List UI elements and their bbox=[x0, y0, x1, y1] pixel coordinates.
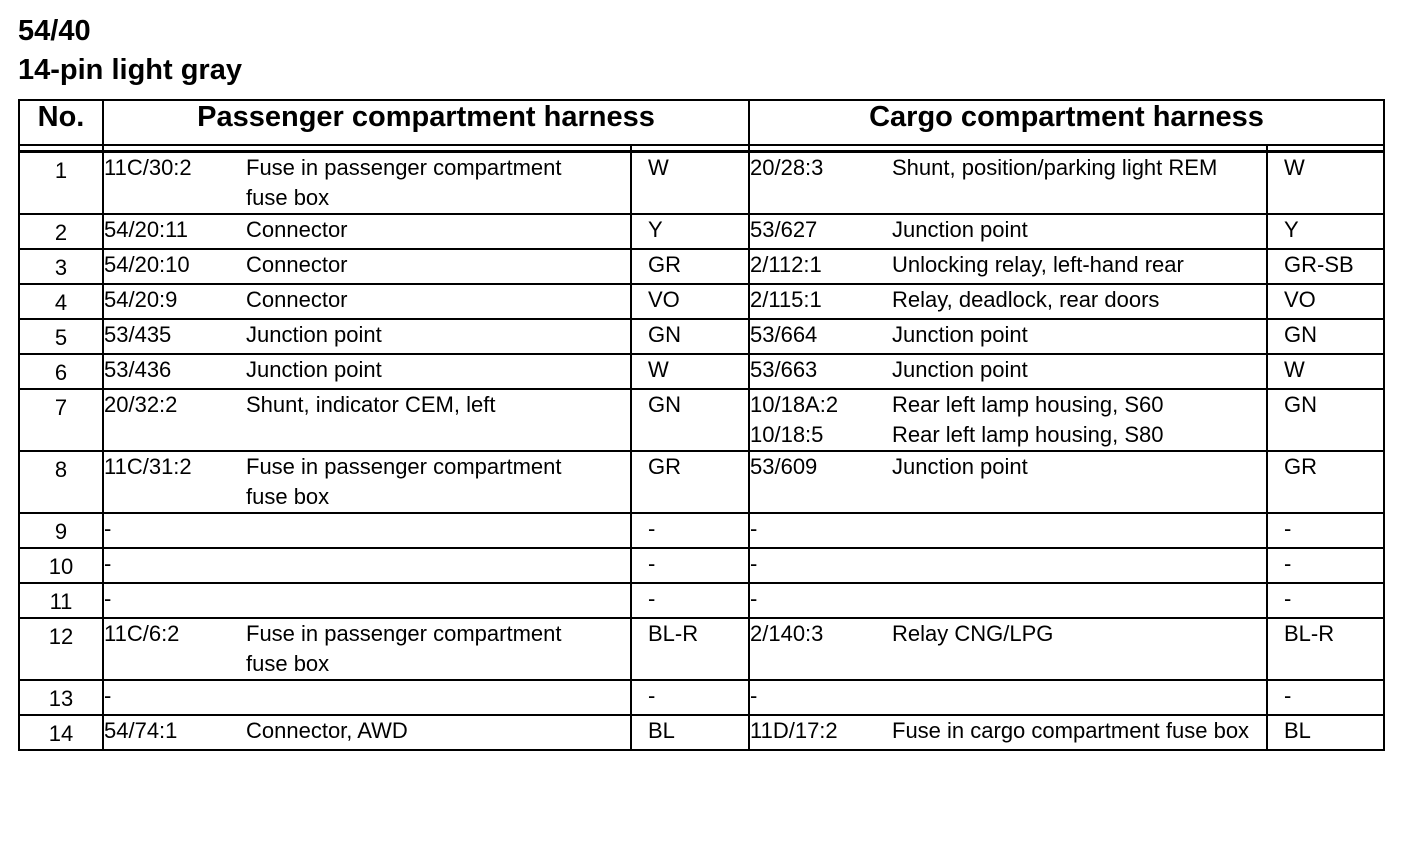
table-header-row bbox=[19, 100, 1384, 145]
pin-number: 1 bbox=[19, 152, 103, 215]
connector-description: 14-pin light gray bbox=[18, 54, 242, 86]
cargo-entry bbox=[750, 320, 1266, 350]
cargo-wire-color: W bbox=[1267, 152, 1384, 215]
pin-number: 6 bbox=[19, 354, 103, 389]
cargo-entry bbox=[750, 355, 1266, 385]
cargo-wire-color: GR-SB bbox=[1267, 249, 1384, 284]
cargo-wire-color: GN bbox=[1267, 319, 1384, 354]
passenger-connection bbox=[103, 214, 631, 249]
cargo-code: 11D/17:2 bbox=[750, 718, 838, 743]
passenger-code: 54/20:9 bbox=[104, 287, 178, 312]
passenger-wire-color: GR bbox=[631, 249, 749, 284]
passenger-connection bbox=[103, 583, 631, 618]
cargo-entry bbox=[750, 390, 1266, 420]
cargo-wire-color: BL-R bbox=[1267, 618, 1384, 680]
pin-number: 10 bbox=[19, 548, 103, 583]
cargo-wire-color: GN bbox=[1267, 389, 1384, 451]
table-row bbox=[19, 548, 1384, 583]
cargo-wire-color: - bbox=[1267, 680, 1384, 715]
cargo-code: - bbox=[750, 551, 758, 576]
cargo-description: Rear left lamp housing, S60 bbox=[892, 392, 1164, 417]
cargo-connection bbox=[749, 548, 1267, 583]
cargo-description bbox=[892, 549, 1252, 579]
pin-number: 14 bbox=[19, 715, 103, 750]
cargo-entry bbox=[750, 584, 1266, 614]
cargo-code: 20/28:3 bbox=[750, 155, 824, 180]
passenger-code: 53/435 bbox=[104, 322, 172, 347]
cargo-description: Shunt, position/parking light REM bbox=[892, 155, 1218, 180]
cargo-connection bbox=[749, 319, 1267, 354]
passenger-description: Connector bbox=[246, 287, 348, 312]
pin-number: 5 bbox=[19, 319, 103, 354]
cargo-entry bbox=[750, 420, 1266, 450]
cargo-connection bbox=[749, 715, 1267, 750]
cargo-wire-color: BL bbox=[1267, 715, 1384, 750]
cargo-entry bbox=[750, 452, 1266, 482]
passenger-wire-color: - bbox=[631, 548, 749, 583]
table-row bbox=[19, 319, 1384, 354]
table-row bbox=[19, 680, 1384, 715]
pin-number: 2 bbox=[19, 214, 103, 249]
passenger-description: Fuse in passenger compartment fuse box bbox=[246, 621, 562, 676]
passenger-connection bbox=[103, 451, 631, 513]
table-row bbox=[19, 214, 1384, 249]
cargo-description bbox=[892, 584, 1252, 614]
cargo-connection bbox=[749, 389, 1267, 451]
passenger-wire-color: GN bbox=[631, 319, 749, 354]
cargo-entry bbox=[750, 285, 1266, 315]
cargo-connection bbox=[749, 249, 1267, 284]
cargo-connection bbox=[749, 214, 1267, 249]
passenger-code: 54/20:11 bbox=[104, 217, 189, 242]
passenger-connection bbox=[103, 513, 631, 548]
connector-id: 54/40 bbox=[18, 15, 91, 47]
passenger-wire-color: Y bbox=[631, 214, 749, 249]
table-row bbox=[19, 152, 1384, 215]
cargo-wire-color: GR bbox=[1267, 451, 1384, 513]
passenger-code: - bbox=[104, 586, 112, 611]
cargo-wire-color: - bbox=[1267, 583, 1384, 618]
passenger-description: Junction point bbox=[246, 322, 382, 347]
pin-number: 3 bbox=[19, 249, 103, 284]
passenger-description: Junction point bbox=[246, 357, 382, 382]
cargo-description: Junction point bbox=[892, 454, 1028, 479]
cargo-entry bbox=[750, 514, 1266, 544]
header-passenger: Passenger compartment harness bbox=[103, 100, 749, 145]
pin-number: 12 bbox=[19, 618, 103, 680]
cargo-description: Fuse in cargo compartment fuse box bbox=[892, 718, 1250, 743]
passenger-wire-color: GN bbox=[631, 389, 749, 451]
cargo-entry bbox=[750, 681, 1266, 711]
pin-number: 8 bbox=[19, 451, 103, 513]
header-no: No. bbox=[19, 100, 103, 145]
table-row bbox=[19, 284, 1384, 319]
cargo-connection bbox=[749, 451, 1267, 513]
cargo-wire-color: - bbox=[1267, 548, 1384, 583]
cargo-entry bbox=[750, 250, 1266, 280]
table-row bbox=[19, 715, 1384, 750]
cargo-code: 53/663 bbox=[750, 357, 818, 382]
pin-table bbox=[18, 99, 1385, 751]
passenger-description: Connector bbox=[246, 252, 348, 277]
passenger-code: 11C/30:2 bbox=[104, 155, 192, 180]
passenger-connection bbox=[103, 354, 631, 389]
cargo-code: - bbox=[750, 516, 758, 541]
cargo-connection bbox=[749, 583, 1267, 618]
pin-number: 9 bbox=[19, 513, 103, 548]
pin-number: 4 bbox=[19, 284, 103, 319]
passenger-connection bbox=[103, 319, 631, 354]
table-row bbox=[19, 583, 1384, 618]
passenger-wire-color: BL bbox=[631, 715, 749, 750]
passenger-connection bbox=[103, 715, 631, 750]
cargo-wire-color: W bbox=[1267, 354, 1384, 389]
passenger-wire-color: BL-R bbox=[631, 618, 749, 680]
passenger-code: - bbox=[104, 516, 112, 541]
passenger-connection bbox=[103, 618, 631, 680]
cargo-code: 2/140:3 bbox=[750, 621, 824, 646]
passenger-description: Shunt, indicator CEM, left bbox=[246, 392, 496, 417]
cargo-entry bbox=[750, 716, 1266, 746]
cargo-wire-color: - bbox=[1267, 513, 1384, 548]
table-row bbox=[19, 618, 1384, 680]
cargo-description: Junction point bbox=[892, 357, 1028, 382]
cargo-code: - bbox=[750, 586, 758, 611]
table-row bbox=[19, 389, 1384, 451]
table-row bbox=[19, 354, 1384, 389]
cargo-description: Relay, deadlock, rear doors bbox=[892, 287, 1160, 312]
passenger-code: - bbox=[104, 551, 112, 576]
passenger-connection bbox=[103, 152, 631, 215]
passenger-code: 11C/31:2 bbox=[104, 454, 192, 479]
passenger-connection bbox=[103, 680, 631, 715]
passenger-connection bbox=[103, 548, 631, 583]
cargo-code: - bbox=[750, 683, 758, 708]
passenger-description: Fuse in passenger compartment fuse box bbox=[246, 454, 562, 509]
cargo-connection bbox=[749, 618, 1267, 680]
cargo-connection bbox=[749, 680, 1267, 715]
cargo-description: Unlocking relay, left-hand rear bbox=[892, 252, 1184, 277]
header-cargo: Cargo compartment harness bbox=[749, 100, 1384, 145]
passenger-code: 20/32:2 bbox=[104, 392, 178, 417]
table-body bbox=[19, 152, 1384, 751]
passenger-wire-color: - bbox=[631, 680, 749, 715]
cargo-connection bbox=[749, 152, 1267, 215]
cargo-connection bbox=[749, 284, 1267, 319]
cargo-description: Rear left lamp housing, S80 bbox=[892, 422, 1164, 447]
passenger-wire-color: - bbox=[631, 583, 749, 618]
cargo-code: 10/18A:2 bbox=[750, 392, 839, 417]
cargo-description bbox=[892, 681, 1252, 711]
pin-number: 11 bbox=[19, 583, 103, 618]
cargo-description: Relay CNG/LPG bbox=[892, 621, 1054, 646]
cargo-entry bbox=[750, 215, 1266, 245]
cargo-connection bbox=[749, 513, 1267, 548]
passenger-wire-color: GR bbox=[631, 451, 749, 513]
cargo-wire-color: Y bbox=[1267, 214, 1384, 249]
cargo-code: 53/627 bbox=[750, 217, 818, 242]
table-row bbox=[19, 513, 1384, 548]
passenger-connection bbox=[103, 389, 631, 451]
pin-number: 7 bbox=[19, 389, 103, 451]
table-row bbox=[19, 451, 1384, 513]
cargo-description: Junction point bbox=[892, 322, 1028, 347]
passenger-code: 11C/6:2 bbox=[104, 621, 180, 646]
cargo-entry bbox=[750, 153, 1266, 183]
passenger-code: - bbox=[104, 683, 112, 708]
cargo-connection bbox=[749, 354, 1267, 389]
passenger-description: Fuse in passenger compartment fuse box bbox=[246, 155, 562, 210]
cargo-entry bbox=[750, 549, 1266, 579]
passenger-wire-color: W bbox=[631, 354, 749, 389]
cargo-code: 53/609 bbox=[750, 454, 818, 479]
cargo-code: 53/664 bbox=[750, 322, 818, 347]
passenger-wire-color: VO bbox=[631, 284, 749, 319]
passenger-code: 54/74:1 bbox=[104, 718, 178, 743]
pin-number: 13 bbox=[19, 680, 103, 715]
cargo-entry bbox=[750, 619, 1266, 649]
table-row bbox=[19, 249, 1384, 284]
passenger-description: Connector, AWD bbox=[246, 718, 408, 743]
passenger-code: 54/20:10 bbox=[104, 252, 190, 277]
cargo-code: 2/112:1 bbox=[750, 252, 822, 277]
passenger-code: 53/436 bbox=[104, 357, 172, 382]
passenger-connection bbox=[103, 284, 631, 319]
cargo-code: 2/115:1 bbox=[750, 287, 822, 312]
passenger-wire-color: - bbox=[631, 513, 749, 548]
cargo-wire-color: VO bbox=[1267, 284, 1384, 319]
cargo-description: Junction point bbox=[892, 217, 1028, 242]
passenger-description: Connector bbox=[246, 217, 348, 242]
passenger-wire-color: W bbox=[631, 152, 749, 215]
cargo-code: 10/18:5 bbox=[750, 422, 824, 447]
passenger-connection bbox=[103, 249, 631, 284]
cargo-description bbox=[892, 514, 1252, 544]
